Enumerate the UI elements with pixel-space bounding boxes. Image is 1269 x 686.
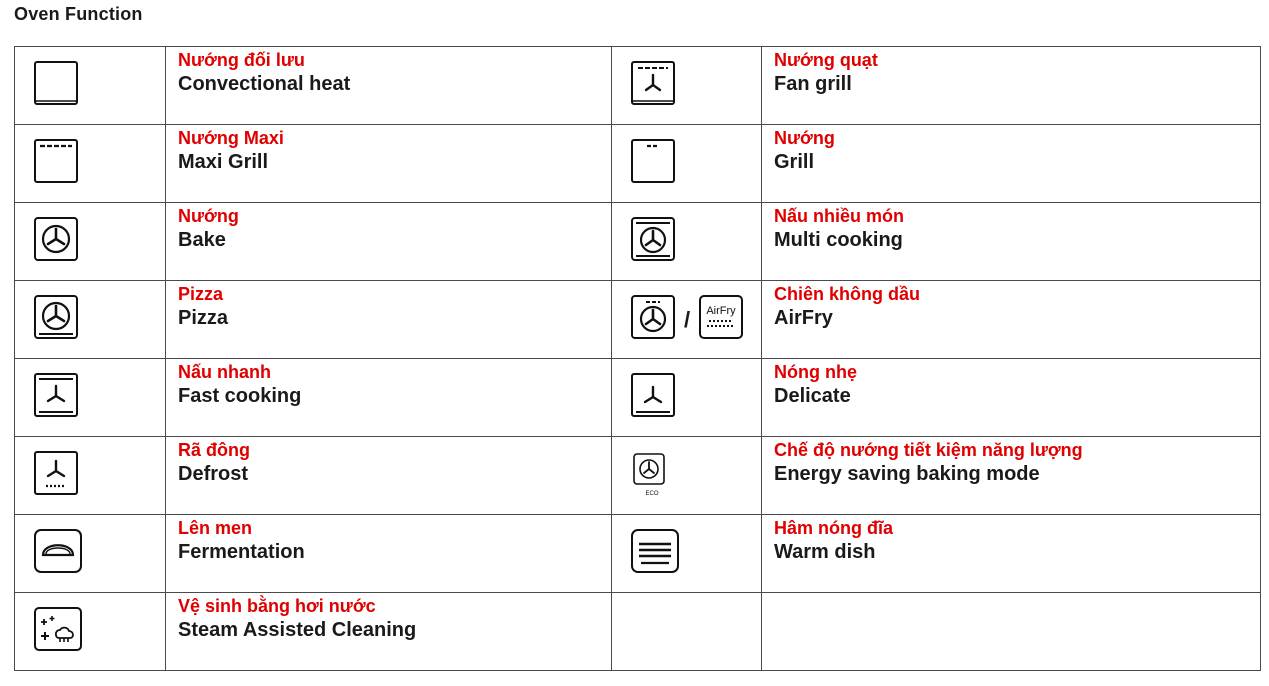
function-cell bbox=[166, 515, 612, 593]
function-name-vi: Vệ sinh bằng hơi nước bbox=[178, 596, 376, 616]
icon-cell bbox=[612, 437, 762, 515]
fermentation-icon bbox=[32, 527, 84, 575]
function-name-en: Energy saving baking mode bbox=[774, 463, 1040, 485]
function-name-en: Fan grill bbox=[774, 73, 852, 95]
eco-bake-icon bbox=[629, 449, 677, 497]
empty-icon-cell bbox=[612, 593, 762, 671]
function-name-vi: Rã đông bbox=[178, 440, 250, 460]
icon-separator: / bbox=[684, 306, 691, 332]
function-name-en: Steam Assisted Cleaning bbox=[178, 619, 417, 641]
oven-function-table bbox=[14, 46, 1261, 671]
function-cell bbox=[166, 359, 612, 437]
icon-cell bbox=[15, 203, 166, 281]
table-row bbox=[15, 593, 1261, 671]
icon-cell bbox=[15, 437, 166, 515]
grill-icon bbox=[629, 137, 677, 185]
function-name-vi: Lên men bbox=[178, 518, 253, 538]
function-cell bbox=[762, 125, 1261, 203]
function-name-en: Maxi Grill bbox=[178, 151, 269, 173]
function-name-vi: Chế độ nướng tiết kiệm năng lượng bbox=[774, 440, 1083, 460]
maxi-grill-icon bbox=[32, 137, 80, 185]
function-name-en: Convectional heat bbox=[178, 73, 351, 95]
function-name-en: Fermentation bbox=[178, 541, 305, 563]
function-name-vi: Nướng quạt bbox=[774, 50, 878, 70]
function-name-en: Grill bbox=[774, 151, 815, 173]
function-cell bbox=[166, 281, 612, 359]
icon-cell bbox=[15, 281, 166, 359]
function-cell bbox=[166, 47, 612, 125]
delicate-icon bbox=[629, 371, 677, 419]
function-name-en: Defrost bbox=[178, 463, 249, 485]
icon-cell bbox=[15, 47, 166, 125]
function-name-vi: Nóng nhẹ bbox=[774, 362, 857, 382]
page-title: Oven Function bbox=[14, 4, 143, 24]
function-name-en: Fast cooking bbox=[178, 385, 302, 407]
table-row bbox=[15, 203, 1261, 281]
table-row bbox=[15, 47, 1261, 125]
function-name-en: Multi cooking bbox=[774, 229, 903, 251]
function-cell bbox=[762, 359, 1261, 437]
empty-function-cell bbox=[762, 593, 1261, 671]
table-row bbox=[15, 515, 1261, 593]
function-cell bbox=[762, 437, 1261, 515]
warm-dish-icon bbox=[629, 527, 681, 575]
eco-label: ECO bbox=[645, 491, 659, 497]
function-name-en: Delicate bbox=[774, 385, 851, 407]
fan-grill-icon bbox=[629, 59, 677, 107]
airfry-label-icon bbox=[697, 293, 745, 346]
convection-frame-icon bbox=[32, 59, 80, 107]
function-cell bbox=[762, 515, 1261, 593]
function-name-vi: Nướng đối lưu bbox=[178, 50, 305, 70]
icon-cell bbox=[15, 593, 166, 671]
steam-cleaning-icon bbox=[32, 605, 84, 653]
function-name-en: Bake bbox=[178, 229, 226, 251]
function-name-en: Warm dish bbox=[774, 541, 876, 563]
function-name-vi: Nấu nhanh bbox=[178, 362, 271, 382]
icon-cell bbox=[612, 515, 762, 593]
function-cell bbox=[762, 281, 1261, 359]
airfry-icon-label: AirFry bbox=[706, 305, 736, 317]
function-name-vi: Nấu nhiều món bbox=[774, 206, 904, 226]
icon-cell bbox=[612, 281, 762, 359]
function-name-vi: Hâm nóng đĩa bbox=[774, 518, 894, 538]
function-cell bbox=[166, 125, 612, 203]
icon-cell bbox=[15, 515, 166, 593]
function-cell bbox=[166, 437, 612, 515]
fast-cooking-icon bbox=[32, 371, 80, 419]
function-name-en: Pizza bbox=[178, 307, 229, 329]
table-row bbox=[15, 437, 1261, 515]
function-name-vi: Chiên không dầu bbox=[774, 284, 920, 304]
multi-cooking-icon bbox=[629, 215, 677, 263]
table-row bbox=[15, 125, 1261, 203]
defrost-icon bbox=[32, 449, 80, 497]
pizza-fan-icon bbox=[32, 293, 80, 341]
function-cell bbox=[762, 47, 1261, 125]
icon-cell bbox=[15, 359, 166, 437]
icon-cell bbox=[612, 125, 762, 203]
function-cell bbox=[166, 203, 612, 281]
airfry-icon bbox=[629, 293, 677, 346]
bake-fan-icon bbox=[32, 215, 80, 263]
icon-cell bbox=[612, 203, 762, 281]
function-name-vi: Nướng Maxi bbox=[178, 128, 284, 148]
function-name-vi: Pizza bbox=[178, 284, 224, 304]
function-name-vi: Nướng bbox=[178, 206, 239, 226]
icon-cell bbox=[15, 125, 166, 203]
function-cell bbox=[762, 203, 1261, 281]
icon-cell bbox=[612, 47, 762, 125]
icon-cell bbox=[612, 359, 762, 437]
function-name-en: AirFry bbox=[774, 307, 833, 329]
table-row bbox=[15, 281, 1261, 359]
function-name-vi: Nướng bbox=[774, 128, 835, 148]
table-row bbox=[15, 359, 1261, 437]
function-cell bbox=[166, 593, 612, 671]
